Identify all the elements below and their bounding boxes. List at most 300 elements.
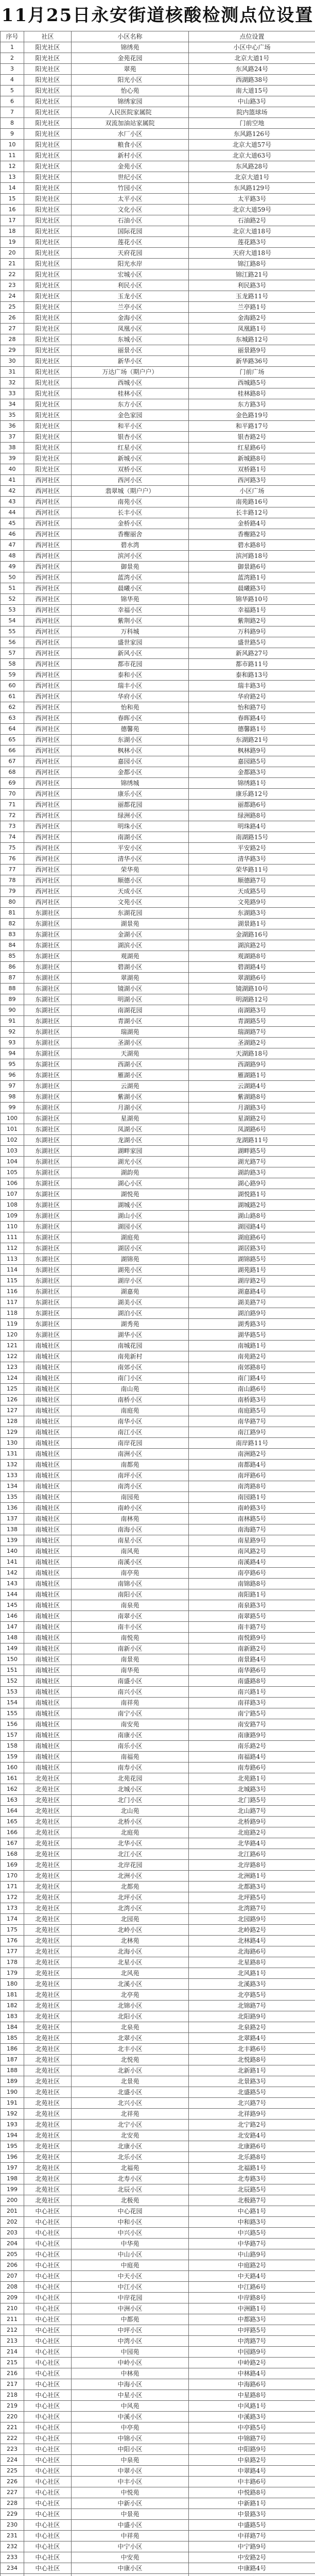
row-index: 116 [1, 1286, 24, 1297]
row-community: 北苑社区 [24, 1990, 72, 2001]
row-community: 西河社区 [24, 691, 72, 702]
row-compound: 南安苑 [72, 1719, 189, 1730]
row-community: 西河社区 [24, 886, 72, 897]
table-row [1, 64, 315, 75]
row-compound: 锦绣苑 [72, 42, 189, 53]
row-site: 华府路2号 [189, 691, 315, 702]
row-community: 阳光社区 [24, 259, 72, 269]
row-community: 西河社区 [24, 810, 72, 821]
row-index: 178 [1, 1957, 24, 1968]
row-site: 中亭路5号 [189, 2422, 315, 2433]
row-site: 嘉园路5号 [189, 756, 315, 767]
table-row [1, 1038, 315, 1048]
table-row [1, 2065, 315, 2076]
row-index: 53 [1, 605, 24, 616]
row-community: 中心社区 [24, 2401, 72, 2412]
table-row [1, 1838, 315, 1849]
row-site: 北景路3号 [189, 2076, 315, 2087]
row-index: 37 [1, 432, 24, 443]
row-site: 中江路6号 [189, 2282, 315, 2293]
row-site: 北福路1号 [189, 2163, 315, 2174]
table-row [1, 2044, 315, 2055]
row-site: 南盛路8号 [189, 1676, 315, 1687]
row-index: 210 [1, 2303, 24, 2314]
row-index: 170 [1, 1871, 24, 1882]
row-community: 中心社区 [24, 2552, 72, 2563]
row-community: 南城社区 [24, 1568, 72, 1579]
row-index: 110 [1, 1222, 24, 1232]
row-compound: 中兴小区 [72, 2228, 189, 2239]
row-compound: 雁湖小区 [72, 1070, 189, 1081]
row-index: 83 [1, 929, 24, 940]
row-index: 113 [1, 1254, 24, 1265]
row-compound: 阳光小区 [72, 75, 189, 86]
testing-site-table [0, 31, 315, 2576]
row-compound: 湖光小区 [72, 1157, 189, 1167]
row-community: 南城社区 [24, 1557, 72, 1568]
table-row [1, 2509, 315, 2520]
row-index: 89 [1, 994, 24, 1005]
row-community: 西河社区 [24, 897, 72, 908]
row-index: 77 [1, 865, 24, 875]
row-compound: 中园苑 [72, 2347, 189, 2358]
row-compound: 明湖小区 [72, 994, 189, 1005]
table-row [1, 2120, 315, 2130]
table-row [1, 2520, 315, 2531]
row-compound: 粮食小区 [72, 140, 189, 150]
table-row [1, 626, 315, 637]
table-row [1, 1557, 315, 1568]
row-site: 长丰路12号 [189, 507, 315, 518]
table-row [1, 1189, 315, 1200]
row-index: 39 [1, 453, 24, 464]
row-compound: 翡翠城（期户户） [72, 486, 189, 497]
table-row [1, 875, 315, 886]
row-community: 北苑社区 [24, 2022, 72, 2033]
table-row [1, 886, 315, 897]
row-compound: 中岭小区 [72, 2358, 189, 2368]
row-site: 中岸路8号 [189, 2293, 315, 2303]
row-site: 新城路8号 [189, 453, 315, 464]
row-index: 214 [1, 2347, 24, 2358]
row-compound: 宏城小区 [72, 269, 189, 280]
table-row [1, 2563, 315, 2574]
table-row [1, 194, 315, 205]
row-compound: 金桥小区 [72, 518, 189, 529]
row-compound: 南乐小区 [72, 1741, 189, 1752]
row-community: 东湖社区 [24, 940, 72, 951]
row-site: 南湖路15号 [189, 832, 315, 843]
row-community: 西河社区 [24, 681, 72, 691]
row-compound: 怡心苑 [72, 86, 189, 96]
table-row [1, 107, 315, 118]
row-community: 阳光社区 [24, 356, 72, 367]
row-index: 189 [1, 2076, 24, 2087]
row-community: 中心社区 [24, 2271, 72, 2282]
row-site: 北门路5号 [189, 1795, 315, 1806]
row-compound: 北极苑 [72, 2195, 189, 2206]
row-site: 南湖路3号 [189, 1005, 315, 1016]
row-compound: 南湖花园 [72, 1005, 189, 1016]
table-row [1, 2022, 315, 2033]
row-compound: 绿洲小区 [72, 810, 189, 821]
row-community: 南城社区 [24, 1438, 72, 1449]
row-site: 镜湖路10号 [189, 984, 315, 994]
row-community: 西河社区 [24, 767, 72, 778]
row-community: 阳光社区 [24, 313, 72, 324]
row-community: 中心社区 [24, 2509, 72, 2520]
row-site: 中山路3号 [189, 96, 315, 107]
row-site: 南洲路2号 [189, 1449, 315, 1460]
table-row [1, 1113, 315, 1124]
table-row [1, 1103, 315, 1113]
row-compound: 中庭苑 [72, 2260, 189, 2271]
table-row [1, 1405, 315, 1416]
row-site: 北极路7号 [189, 2195, 315, 2206]
row-index: 182 [1, 2001, 24, 2011]
row-compound: 北乐小区 [72, 2152, 189, 2163]
row-community: 中心社区 [24, 2433, 72, 2444]
row-index: 52 [1, 594, 24, 605]
row-community: 阳光社区 [24, 302, 72, 313]
row-compound: 北华小区 [72, 1838, 189, 1849]
row-index: 208 [1, 2282, 24, 2293]
row-index: 1 [1, 42, 24, 53]
row-compound: 北丰小区 [72, 2044, 189, 2055]
row-compound: 天成小区 [72, 886, 189, 897]
row-site: 南安路7号 [189, 1719, 315, 1730]
row-community: 阳光社区 [24, 248, 72, 259]
table-row [1, 1492, 315, 1503]
row-site: 湖心路9号 [189, 1178, 315, 1189]
row-index: 63 [1, 713, 24, 724]
row-index: 69 [1, 778, 24, 789]
row-community: 北苑社区 [24, 1784, 72, 1795]
row-site: 蓝湾路1号 [189, 572, 315, 583]
row-community: 中心社区 [24, 2487, 72, 2498]
row-community: 阳光社区 [24, 345, 72, 356]
row-site: 北宁路2号 [189, 2120, 315, 2130]
row-index: 135 [1, 1492, 24, 1503]
row-community: 阳光社区 [24, 215, 72, 226]
row-site: 中溪路3号 [189, 2412, 315, 2422]
table-row [1, 42, 315, 53]
row-index: 137 [1, 1514, 24, 1524]
table-row [1, 96, 315, 107]
table-row [1, 1762, 315, 1773]
table-row [1, 1232, 315, 1243]
table-row [1, 2574, 315, 2576]
table-row [1, 1589, 315, 1600]
row-site: 康乐路12号 [189, 789, 315, 800]
row-index: 47 [1, 540, 24, 551]
row-compound: 中康小区 [72, 2563, 189, 2574]
row-index: 131 [1, 1449, 24, 1460]
row-site: 北祥路9号 [189, 2109, 315, 2120]
row-compound: 南苑小区 [72, 497, 189, 507]
table-row [1, 2444, 315, 2455]
row-compound: 南郊小区 [72, 1362, 189, 1373]
row-index: 49 [1, 562, 24, 572]
row-site: 北乐路8号 [189, 2152, 315, 2163]
row-compound: 北泉苑 [72, 2022, 189, 2033]
row-index [1, 2574, 24, 2576]
row-community: 北苑社区 [24, 2141, 72, 2152]
row-index: 146 [1, 1611, 24, 1622]
header-compound: 小区名称 [72, 31, 189, 42]
table-row [1, 2239, 315, 2249]
row-compound: 荣华苑 [72, 865, 189, 875]
row-index: 124 [1, 1373, 24, 1384]
table-row [1, 1568, 315, 1579]
table-row [1, 767, 315, 778]
row-site: 南福路4号 [189, 1752, 315, 1762]
row-site: 南岭路3号 [189, 1503, 315, 1514]
table-row [1, 929, 315, 940]
row-site: 北寿路3号 [189, 2174, 315, 2184]
row-index: 211 [1, 2314, 24, 2325]
row-index: 209 [1, 2293, 24, 2303]
row-site: 湖畔路5号 [189, 1146, 315, 1157]
row-compound: 北锦小区 [72, 2001, 189, 2011]
row-community: 中心社区 [24, 2422, 72, 2433]
row-community [24, 2574, 72, 2576]
row-index: 96 [1, 1070, 24, 1081]
row-community: 北苑社区 [24, 1882, 72, 1892]
table-row [1, 1167, 315, 1178]
row-community: 东湖社区 [24, 1308, 72, 1319]
row-compound: 银杏小区 [72, 432, 189, 443]
row-community: 南城社区 [24, 1752, 72, 1762]
row-site: 雁湖路1号 [189, 1070, 315, 1081]
row-index: 82 [1, 919, 24, 929]
row-compound: 北都苑 [72, 1882, 189, 1892]
table-row [1, 1351, 315, 1362]
row-site: 湖秀路3号 [189, 1319, 315, 1330]
row-compound: 南翠小区 [72, 1611, 189, 1622]
table-row [1, 2228, 315, 2239]
row-index: 186 [1, 2044, 24, 2055]
row-index: 98 [1, 1092, 24, 1103]
row-compound: 南溪小区 [72, 1557, 189, 1568]
row-index: 179 [1, 1968, 24, 1979]
table-row [1, 2055, 315, 2065]
row-community: 东湖社区 [24, 1124, 72, 1135]
row-compound: 湖园小区 [72, 1222, 189, 1232]
row-site: 北华路4号 [189, 1838, 315, 1849]
row-compound: 香榭丽舍 [72, 529, 189, 540]
row-compound: 南悦苑 [72, 1633, 189, 1643]
row-site: 北泉路2号 [189, 2022, 315, 2033]
row-community: 南城社区 [24, 1719, 72, 1730]
table-row [1, 821, 315, 832]
row-community: 北苑社区 [24, 2055, 72, 2065]
row-site: 丽景路9号 [189, 345, 315, 356]
table-row [1, 161, 315, 172]
row-compound: 北岸花园 [72, 1860, 189, 1871]
row-community: 南城社区 [24, 1503, 72, 1514]
row-community: 西河社区 [24, 540, 72, 551]
row-site: 北京大道18号 [189, 226, 315, 237]
row-site: 清华路3号 [189, 854, 315, 865]
row-site: 南寿路6号 [189, 1762, 315, 1773]
table-row [1, 1276, 315, 1286]
row-site: 南景路4号 [189, 1654, 315, 1665]
row-compound: 湖华小区 [72, 1330, 189, 1341]
row-community: 中心社区 [24, 2390, 72, 2401]
row-community: 中心社区 [24, 2444, 72, 2455]
row-site: 南乐路2号 [189, 1741, 315, 1752]
row-community: 南城社区 [24, 1600, 72, 1611]
table-row [1, 1611, 315, 1622]
row-site: 绿洲路8号 [189, 810, 315, 821]
row-site: 圣湖路2号 [189, 1038, 315, 1048]
row-site: 湖岸路2号 [189, 1276, 315, 1286]
table-row [1, 702, 315, 713]
row-site: 湖泊路9号 [189, 1308, 315, 1319]
table-row [1, 1784, 315, 1795]
row-community: 中心社区 [24, 2206, 72, 2217]
row-community: 北苑社区 [24, 1903, 72, 1914]
row-compound: 北翠小区 [72, 2033, 189, 2044]
row-compound: 中盛小区 [72, 2520, 189, 2531]
row-community: 东湖社区 [24, 1157, 72, 1167]
row-compound: 中锦小区 [72, 2433, 189, 2444]
table-row [1, 248, 315, 259]
row-compound: 凤凰小区 [72, 324, 189, 334]
row-community: 中心社区 [24, 2260, 72, 2271]
row-index: 218 [1, 2390, 24, 2401]
row-compound: 湖美小区 [72, 1297, 189, 1308]
row-compound: 南景苑 [72, 1654, 189, 1665]
row-index: 9 [1, 129, 24, 140]
row-site: 北京大道1号 [189, 172, 315, 183]
table-row [1, 1990, 315, 2001]
row-community: 中心社区 [24, 2314, 72, 2325]
table-header-row [1, 31, 315, 42]
row-index: 71 [1, 800, 24, 810]
row-index: 129 [1, 1427, 24, 1438]
row-community: 中心社区 [24, 2282, 72, 2293]
row-community: 中心社区 [24, 2541, 72, 2552]
table-row [1, 1687, 315, 1698]
row-index: 18 [1, 226, 24, 237]
row-index: 14 [1, 183, 24, 194]
row-compound: 南寿小区 [72, 1762, 189, 1773]
row-site: 北盛路5号 [189, 2087, 315, 2098]
row-index: 54 [1, 616, 24, 626]
row-site: 中盛路5号 [189, 2520, 315, 2531]
row-compound: 丽景小区 [72, 345, 189, 356]
row-index: 159 [1, 1752, 24, 1762]
row-compound: 阳光水岸 [72, 259, 189, 269]
row-site: 北京大道63号 [189, 150, 315, 161]
row-community: 东湖社区 [24, 1243, 72, 1254]
row-index: 70 [1, 789, 24, 800]
row-community: 阳光社区 [24, 378, 72, 388]
row-site: 观湖路8号 [189, 951, 315, 962]
row-site: 西城路5号 [189, 378, 315, 388]
row-compound: 西城小区 [72, 378, 189, 388]
row-index: 5 [1, 86, 24, 96]
row-index: 204 [1, 2239, 24, 2249]
row-index: 42 [1, 486, 24, 497]
row-index: 168 [1, 1849, 24, 1860]
table-row [1, 1027, 315, 1038]
table-row [1, 637, 315, 648]
row-compound: 湖悦苑 [72, 1189, 189, 1200]
table-row [1, 2466, 315, 2477]
row-community: 北苑社区 [24, 2098, 72, 2109]
table-row [1, 475, 315, 486]
row-community: 阳光社区 [24, 205, 72, 215]
row-community: 东湖社区 [24, 1005, 72, 1016]
row-index: 44 [1, 507, 24, 518]
row-site: 东方路3号 [189, 399, 315, 410]
row-index: 231 [1, 2531, 24, 2541]
table-row [1, 410, 315, 421]
row-site: 北湾路7号 [189, 1903, 315, 1914]
row-site: 湖苑路1号 [189, 1265, 315, 1276]
row-community: 东湖社区 [24, 1146, 72, 1157]
table-row [1, 843, 315, 854]
row-site: 滨河路18号 [189, 551, 315, 562]
row-site: 中锦路7号 [189, 2433, 315, 2444]
table-row [1, 1827, 315, 1838]
row-compound: 新城小区 [72, 453, 189, 464]
table-row [1, 1849, 315, 1860]
row-community: 阳光社区 [24, 42, 72, 53]
row-community: 阳光社区 [24, 161, 72, 172]
row-site: 锦江路8号 [189, 259, 315, 269]
row-compound: 中洲小区 [72, 2303, 189, 2314]
row-index: 45 [1, 518, 24, 529]
row-compound: 太平小区 [72, 194, 189, 205]
row-compound: 中山小区 [72, 2249, 189, 2260]
table-row [1, 1979, 315, 1990]
row-community: 北苑社区 [24, 2065, 72, 2076]
row-index: 55 [1, 626, 24, 637]
table-row [1, 75, 315, 86]
row-compound: 翠苑 [72, 64, 189, 75]
row-community: 东湖社区 [24, 1222, 72, 1232]
table-row [1, 1654, 315, 1665]
table-row [1, 1016, 315, 1027]
row-compound: 和平小区 [72, 421, 189, 432]
row-site: 平安路2号 [189, 843, 315, 854]
row-index: 79 [1, 886, 24, 897]
row-compound: 中天小区 [72, 2271, 189, 2282]
row-site: 云湖路4号 [189, 1081, 315, 1092]
row-compound: 中新小区 [72, 2498, 189, 2509]
row-site: 南溪路4号 [189, 1557, 315, 1568]
row-site: 南大道15号 [189, 86, 315, 96]
table-row [1, 2076, 315, 2087]
table-row [1, 2487, 315, 2498]
row-site: 湖园路4号 [189, 1222, 315, 1232]
table-row [1, 1535, 315, 1546]
row-site: 南坪路6号 [189, 1470, 315, 1481]
row-community: 东湖社区 [24, 919, 72, 929]
row-site: 碧水路8号 [189, 540, 315, 551]
row-index: 172 [1, 1892, 24, 1903]
table-row [1, 1936, 315, 1946]
row-community: 西河社区 [24, 551, 72, 562]
row-index: 184 [1, 2022, 24, 2033]
row-site: 北锦路7号 [189, 2001, 315, 2011]
row-index: 13 [1, 172, 24, 183]
row-site: 中悦路8号 [189, 2487, 315, 2498]
